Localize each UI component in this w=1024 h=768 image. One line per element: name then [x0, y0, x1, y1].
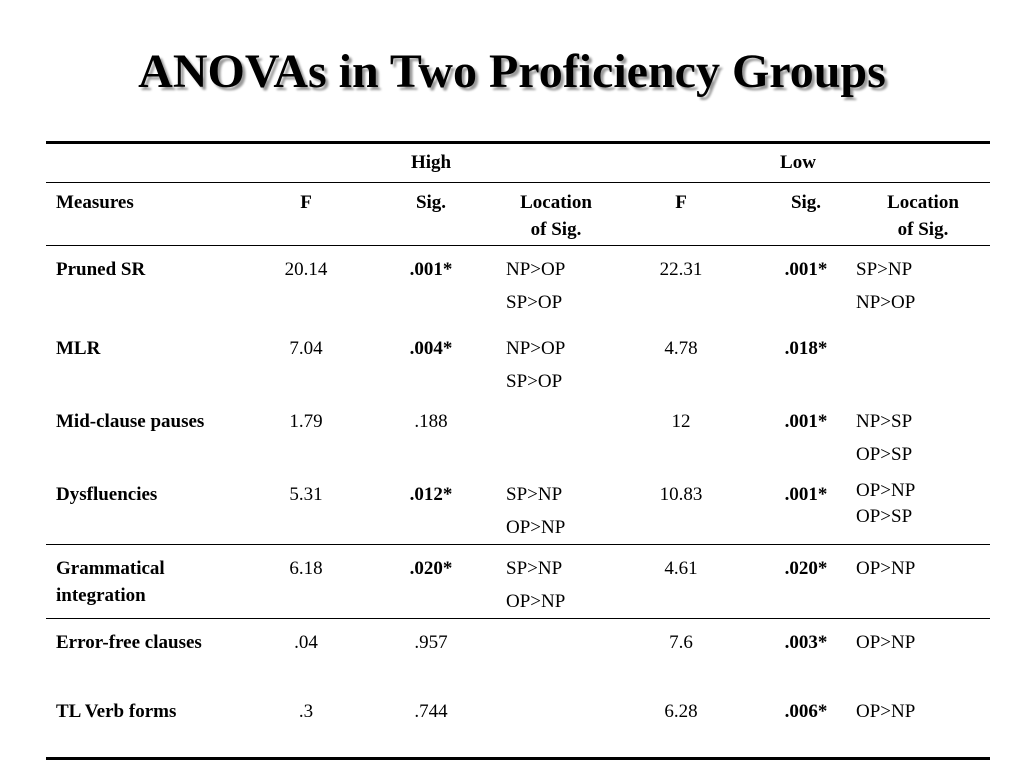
low-location [856, 544, 990, 618]
table-row [46, 398, 990, 471]
header-high-location [506, 183, 606, 246]
header-low-location [856, 183, 990, 246]
measure-label [46, 544, 256, 618]
low-sig-value: .018* [784, 337, 828, 359]
location-item: NP>SP [856, 410, 913, 432]
high-sig-value: .957 [356, 618, 506, 688]
measure-label: TL Verb forms [46, 688, 256, 758]
location-item: OP>SP [856, 505, 913, 527]
table-row [46, 325, 990, 398]
location-item: NP>OP [506, 337, 566, 359]
high-sig-value: .012* [409, 483, 453, 505]
high-f-value: .04 [256, 618, 356, 688]
table-row [46, 471, 990, 545]
high-f-value: 6.18 [256, 544, 356, 618]
low-sig-value: .001* [784, 410, 828, 432]
high-sig-value: .001* [356, 246, 506, 325]
low-f-value: 7.6 [606, 618, 756, 688]
high-location [506, 688, 606, 758]
low-location [856, 325, 990, 398]
high-location [506, 618, 606, 688]
high-location [506, 544, 606, 618]
high-location [506, 325, 606, 398]
low-location [856, 398, 990, 471]
header-high-sig: Sig. [356, 183, 506, 246]
low-sig-value: .003* [756, 618, 856, 688]
header-low-sig: Sig. [756, 183, 856, 246]
low-sig-value: .020* [756, 544, 856, 618]
measure-label: Mid-clause pauses [56, 410, 205, 432]
measure-label: Error-free clauses [46, 618, 256, 688]
header-low-f: F [606, 183, 756, 246]
group-low-label: Low [606, 143, 990, 183]
location-item: OP>NP [856, 479, 916, 501]
table-row [46, 688, 990, 758]
header-location-line1: Location [520, 192, 592, 213]
location-item: OP>NP [856, 557, 916, 579]
header-location-line1: Location [887, 192, 959, 213]
low-f-value: 4.78 [664, 337, 698, 359]
measure-line: Grammatical [56, 557, 165, 579]
location-item: OP>NP [856, 631, 916, 653]
table-row [46, 618, 990, 688]
low-f-value: 6.28 [606, 688, 756, 758]
location-item: NP>OP [856, 292, 916, 313]
low-sig-value: .001* [784, 483, 828, 505]
low-f-value: 10.83 [659, 483, 703, 505]
high-sig-value: .020* [356, 544, 506, 618]
low-location [856, 688, 990, 758]
location-item: SP>NP [856, 259, 913, 280]
location-item: SP>OP [506, 292, 563, 313]
slide-title: ANOVAs in Two Proficiency Groups [138, 45, 886, 98]
location-item: OP>SP [856, 443, 913, 465]
low-sig-value: .006* [756, 688, 856, 758]
location-item: NP>OP [506, 259, 566, 280]
location-item: SP>OP [506, 370, 563, 392]
high-f-value: .3 [256, 688, 356, 758]
header-location-line2: of Sig. [897, 219, 949, 240]
low-f-value: 12 [671, 410, 691, 432]
location-item: SP>NP [506, 557, 563, 579]
high-f-value: 1.79 [289, 410, 323, 432]
column-header-row [46, 183, 990, 246]
table-row [46, 246, 990, 325]
header-location-line2: of Sig. [530, 219, 582, 240]
high-f-value: 5.31 [289, 483, 323, 505]
high-sig-value: .004* [409, 337, 453, 359]
low-location [856, 246, 990, 325]
group-high-label: High [256, 143, 606, 183]
group-header-row [46, 143, 990, 183]
high-location [506, 246, 606, 325]
low-location [856, 471, 990, 545]
low-f-value: 22.31 [606, 246, 756, 325]
high-sig-value: .188 [414, 410, 448, 432]
measure-label: Dysfluencies [56, 483, 158, 505]
high-f-value: 7.04 [289, 337, 323, 359]
location-item: OP>NP [506, 516, 566, 538]
empty-cell [46, 143, 256, 183]
measure-label: MLR [56, 337, 101, 359]
measure-line: integration [56, 584, 146, 606]
high-f-value: 20.14 [256, 246, 356, 325]
location-item: OP>NP [856, 701, 916, 722]
measure-label: Pruned SR [46, 246, 256, 325]
location-item: OP>NP [506, 590, 566, 612]
header-measures: Measures [46, 183, 256, 246]
location-item: SP>NP [506, 483, 563, 505]
anova-table [46, 141, 990, 760]
low-sig-value: .001* [756, 246, 856, 325]
table-row [46, 544, 990, 618]
high-location [506, 398, 606, 471]
low-location [856, 618, 990, 688]
low-f-value: 4.61 [606, 544, 756, 618]
high-location [506, 471, 606, 545]
high-sig-value: .744 [356, 688, 506, 758]
header-high-f: F [256, 183, 356, 246]
